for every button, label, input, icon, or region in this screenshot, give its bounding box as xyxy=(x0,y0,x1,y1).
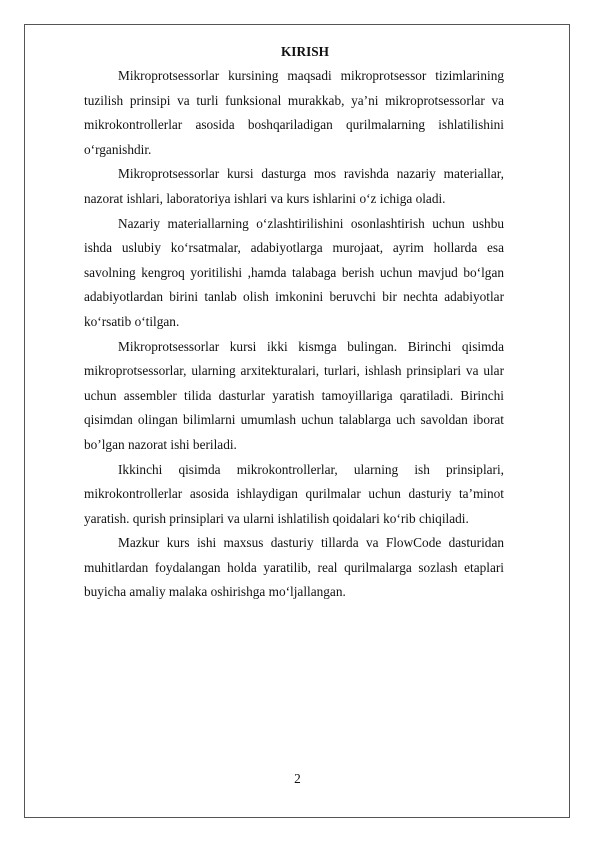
paragraph-6: Mazkur kurs ishi maxsus dasturiy tillarda va FlowCode dasturidan muhitlardan foydalangan holda yaratilib, real qurilmalarga sozlash etaplari buyicha amaliy malaka oshirishga mo‘ljallangan. xyxy=(84,535,504,600)
paragraph-2: Mikroprotsessorlar kursi dasturga mos ravishda nazariy materiallar, nazorat ishlari, laboratoriya ishlari va kurs ishlarini o‘z ichiga oladi. xyxy=(84,166,504,206)
section-heading: KIRISH xyxy=(280,44,330,59)
paragraph-4: Mikroprotsessorlar kursi ikki kismga bulingan. Birinchi qisimda mikroprotsessorlar, ularning arxitekturalari, turlari, ishlash prinsiplari va ular uchun assembler tilida dasturlar yaratish tamoyillariga qaratiladi. Birinchi qisimdan olingan bilimlarni umumlash uchun talablarga uch savoldan iborat bo’lgan nazorat ishi beriladi. xyxy=(84,338,504,452)
paragraph-1: Mikroprotsessorlar kursining maqsadi mikroprotsessor tizimlarining tuzilish prinsipi va turli funksional murakkab, ya’ni mikroprotsessorlar va mikrokontrollerlar asosida boshqariladigan qurilmalarning ishlatilishini o‘rganishdir. xyxy=(84,68,504,157)
page-number: 2 xyxy=(294,771,301,786)
paragraph-5: Ikkinchi qisimda mikrokontrollerlar, ularning ish prinsiplari, mikrokontrollerlar asosida ishlaydigan qurilmalar uchun dasturiy ta’minot yaratish. qurish prinsiplari va ularni ishlatilish qoidalari ko‘rib chiqiladi. xyxy=(84,461,504,526)
paragraph-3: Nazariy materiallarning o‘zlashtirilishini osonlashtirish uchun ushbu ishda uslubiy ko‘rsatmalar, adabiyotlarga murojaat, ayrim hollarda esa savolning kengroq yoritilishi ,hamda talabaga berish uchun mavjud bo‘lgan adabiyotlardan birini tanlab olish imkonini beruvchi bir nechta adabiyotlar ko‘rsatib o‘tilgan. xyxy=(84,215,504,329)
document-body xyxy=(84,40,504,605)
